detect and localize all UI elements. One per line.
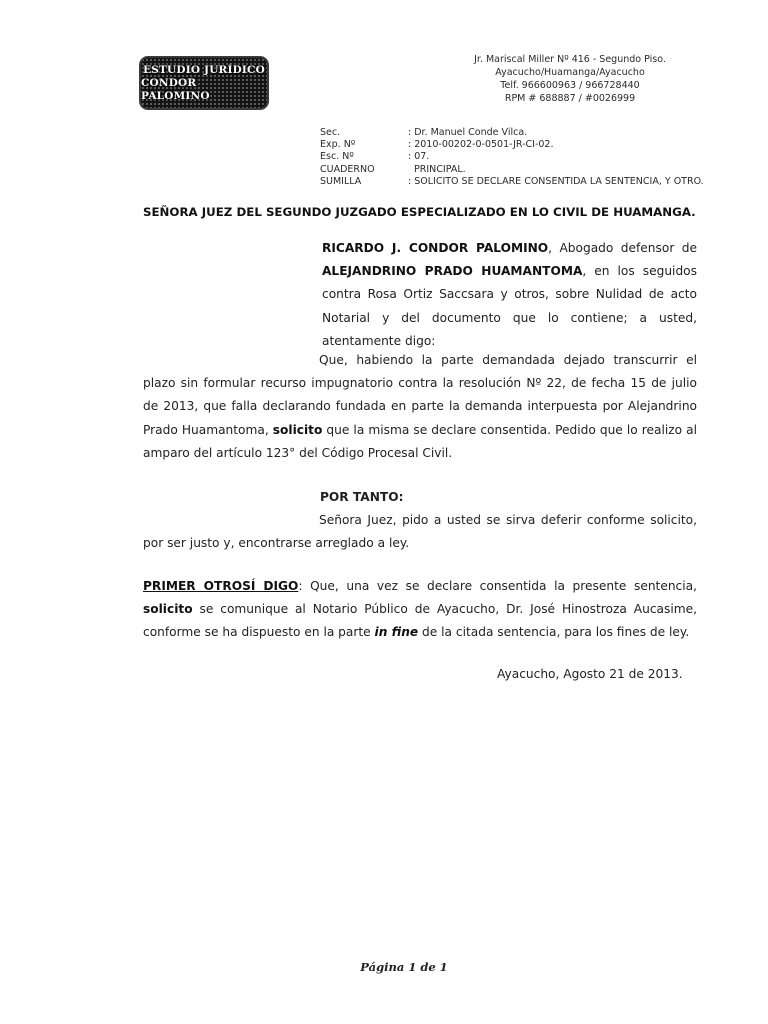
por-tanto-heading: POR TANTO: bbox=[320, 490, 404, 504]
otrosi-paragraph bbox=[143, 575, 697, 645]
meta-row-sumilla bbox=[320, 176, 704, 188]
request-text: Que, habiendo la parte demandada dejado transcurrir el plazo sin formular recurso impugnatorio contra la resolución Nº 22, de fecha 15 de julio de 2013, que falla declarando fundada en parte la demanda interpuesta por Alejandrino Prado Huamantoma, bbox=[143, 353, 697, 437]
phone-line: Telf. 966600963 / 966728440 bbox=[500, 80, 640, 91]
meta-key: Exp. Nº bbox=[320, 139, 356, 151]
firm-address bbox=[470, 53, 670, 105]
address-line: Ayacucho/Huamanga/Ayacucho bbox=[495, 67, 645, 78]
in-fine-phrase: in fine bbox=[374, 625, 419, 640]
meta-value: : 2010-00202-0-0501-JR-CI-02. bbox=[408, 139, 554, 151]
otrosi-text: de la citada sentencia, para los fines de ley. bbox=[418, 625, 690, 640]
solicito-keyword: solicito bbox=[272, 422, 323, 437]
logo-line-1: ESTUDIO JURÍDICO bbox=[143, 63, 265, 76]
meta-row-expediente bbox=[320, 139, 704, 151]
addressee-heading: SEÑORA JUEZ DEL SEGUNDO JUZGADO ESPECIALIZADO EN LO CIVIL DE HUAMANGA. bbox=[143, 205, 696, 219]
client-name: ALEJANDRINO PRADO HUAMANTOMA bbox=[322, 264, 583, 279]
meta-key: Esc. Nº bbox=[320, 151, 354, 163]
intro-text: , Abogado defensor de bbox=[548, 241, 697, 255]
meta-row-secretary bbox=[320, 127, 704, 139]
lawyer-name: RICARDO J. CONDOR PALOMINO bbox=[322, 241, 549, 255]
meta-row-cuaderno bbox=[320, 164, 704, 176]
meta-key: Sec. bbox=[320, 127, 341, 138]
logo-line-2: CONDOR PALOMINO bbox=[141, 76, 210, 102]
meta-value: PRINCIPAL. bbox=[408, 163, 466, 175]
closing-paragraph: Señora Juez, pido a usted se sirva deferir conforme solicito, por ser justo y, encontrarse arreglado a ley. bbox=[143, 513, 697, 551]
case-metadata bbox=[320, 127, 704, 188]
otrosi-text: se comunique al Notario Público de Ayacucho, Dr. José Hinostroza Aucasime, conforme se ha dispuesto en la parte bbox=[143, 602, 697, 640]
meta-value: : SOLICITO SE DECLARE CONSENTIDA LA SENTENCIA, Y OTRO. bbox=[408, 175, 704, 187]
request-text: que la misma se declare consentida. Pedido que lo realizo al amparo del artículo 123° del Código Procesal Civil. bbox=[143, 422, 697, 460]
otrosi-text: : Que, una vez se declare consentida la presente sentencia, bbox=[298, 579, 697, 593]
otrosi-heading: PRIMER OTROSÍ DIGO bbox=[143, 579, 299, 593]
intro-paragraph bbox=[322, 237, 697, 353]
request-paragraph bbox=[143, 349, 697, 465]
meta-row-escrito bbox=[320, 151, 704, 163]
place-date: Ayacucho, Agosto 21 de 2013. bbox=[497, 667, 683, 681]
rpm-line: RPM # 688887 / #0026999 bbox=[504, 93, 636, 104]
address-line: Jr. Mariscal Miller Nº 416 - Segundo Piso. bbox=[474, 54, 666, 65]
page-number-footer: Página 1 de 1 bbox=[360, 960, 448, 974]
meta-value: : 07. bbox=[408, 151, 430, 163]
meta-key: SUMILLA bbox=[320, 175, 362, 187]
meta-value: : Dr. Manuel Conde Vilca. bbox=[408, 127, 528, 138]
meta-key: CUADERNO bbox=[320, 163, 375, 175]
solicito-keyword: solicito bbox=[143, 602, 193, 617]
intro-text: , en los seguidos contra Rosa Ortiz Saccsara y otros, sobre Nulidad de acto Notarial y del documento que lo contiene; a usted, atentamente digo: bbox=[322, 264, 697, 348]
law-firm-logo bbox=[139, 56, 269, 110]
